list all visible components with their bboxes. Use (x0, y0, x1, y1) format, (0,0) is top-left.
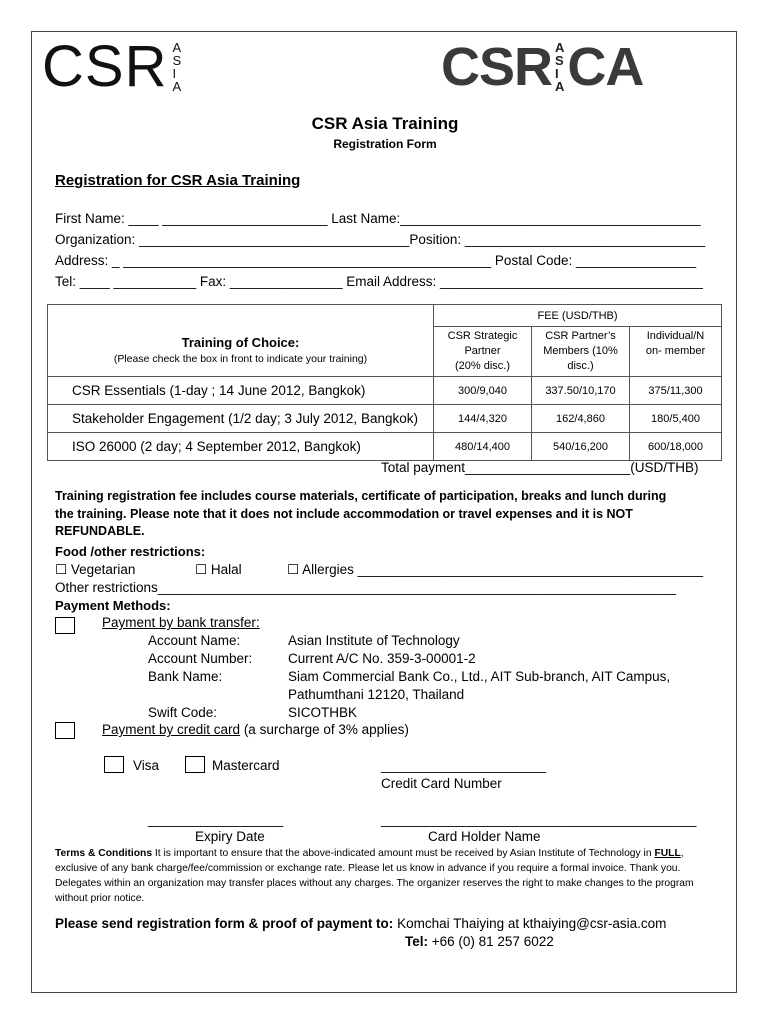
partner-member-header: CSR Partner’s Members (10% disc.) (532, 327, 630, 377)
training-name: CSR Essentials (1-day ; 14 June 2012, Bangkok) (48, 377, 434, 405)
credit-card-label: Payment by credit card (a surcharge of 3% applies) (102, 722, 409, 737)
food-heading: Food /other restrictions: (55, 544, 206, 559)
organization-fields[interactable]: Organization: ____________________________________Position: ________________________________ (55, 232, 706, 247)
logo-right-suffix: CA (567, 37, 644, 97)
fee-individual: 375/11,300 (630, 377, 722, 405)
bank-transfer-checkbox[interactable] (55, 617, 75, 634)
fee-header: FEE (USD/THB) (434, 305, 722, 327)
checkbox-icon[interactable]: ☐ (55, 562, 68, 577)
account-number-label: Account Number: (148, 651, 253, 666)
csr-asia-logo-left (42, 34, 182, 99)
card-number-input[interactable]: ______________________ (381, 758, 547, 773)
allergies-option[interactable]: ☐ Allergies ______________________________________________ (287, 562, 704, 577)
training-header: Training of Choice: (181, 334, 300, 350)
bank-address: Pathumthani 12120, Thailand (288, 687, 465, 702)
fee-members: 337.50/10,170 (532, 377, 630, 405)
form-subtitle: Registration Form (333, 137, 437, 151)
strategic-partner-header: CSR Strategic Partner (20% disc.) (434, 327, 532, 377)
account-number: Current A/C No. 359-3-00001-2 (288, 651, 476, 666)
checkbox-icon[interactable]: ☐ (287, 562, 300, 577)
swift-label: Swift Code: (148, 705, 218, 720)
expiry-input[interactable]: __________________ (148, 812, 284, 827)
training-note: (Please check the box in front to indicate your training) (113, 352, 368, 365)
fee-notice: Training registration fee includes course materials, certificate of participation, breaks and lunch during the training. Please note that it does not include accommodation or travel expenses and it is NOT REFUNDABLE. (55, 489, 667, 538)
csr-asia-logo-right (441, 38, 643, 96)
other-restrictions[interactable]: Other restrictions_____________________________________________________________________ (55, 580, 676, 595)
mastercard-checkbox[interactable] (185, 756, 205, 773)
mastercard-label: Mastercard (212, 758, 280, 773)
table-row[interactable] (48, 405, 722, 433)
address-fields[interactable]: Address: _ _________________________________________________ Postal Code: ________________ (55, 253, 697, 268)
training-name: ISO 26000 (2 day; 4 September 2012, Bangkok) (48, 433, 434, 461)
payment-heading: Payment Methods: (55, 598, 171, 613)
training-header-cell (48, 305, 434, 377)
fee-strategic: 480/14,400 (434, 433, 532, 461)
swift-code: SICOTHBK (288, 705, 358, 720)
bank-transfer-label: Payment by bank transfer: (102, 615, 260, 630)
logo-right-main: CSR (441, 37, 553, 97)
card-holder-input[interactable]: __________________________________________ (381, 812, 697, 827)
fee-members: 540/16,200 (532, 433, 630, 461)
vegetarian-option[interactable]: ☐ Vegetarian (55, 562, 136, 577)
table-row[interactable] (48, 433, 722, 461)
fee-individual: 180/5,400 (630, 405, 722, 433)
checkbox-icon[interactable]: ☐ (195, 562, 208, 577)
form-title: CSR Asia Training (311, 114, 459, 133)
total-payment[interactable]: Total payment______________________(USD/THB) (381, 460, 699, 475)
fee-individual: 600/18,000 (630, 433, 722, 461)
expiry-label: Expiry Date (195, 829, 265, 844)
visa-label: Visa (133, 758, 160, 773)
section-title: Registration for CSR Asia Training (55, 172, 301, 189)
halal-option[interactable]: ☐ Halal (195, 562, 242, 577)
contact-phone: Tel: +66 (0) 81 257 6022 (405, 934, 554, 949)
fee-strategic: 144/4,320 (434, 405, 532, 433)
contact-fields[interactable]: Tel: ____ ___________ Fax: _______________ Email Address: ___________________________________ (55, 274, 703, 289)
table-row[interactable] (48, 377, 722, 405)
bank-name-label: Bank Name: (148, 669, 223, 684)
logo-right-vertical: A S I A (555, 40, 565, 94)
card-number-label: Credit Card Number (381, 776, 502, 791)
terms-and-conditions: Terms & Conditions It is important to ensure that the above-indicated amount must be received by Asian Institute of Technology in FULL, exclusive of any bank charge/fee/commission or exchange rate. Please let us know in advance if you require a formal invoice. Thank you. Delegates within an organization may transfer places without any charges. The organizer reserves the right to make changes to the program without prior notice. (55, 848, 694, 904)
individual-header: Individual/N on- member (630, 327, 722, 377)
training-name: Stakeholder Engagement (1/2 day; 3 July 2012, Bangkok) (48, 405, 434, 433)
fee-strategic: 300/9,040 (434, 377, 532, 405)
account-name-label: Account Name: (148, 633, 241, 648)
account-name: Asian Institute of Technology (288, 633, 460, 648)
bank-name: Siam Commercial Bank Co., Ltd., AIT Sub-branch, AIT Campus, (288, 669, 671, 684)
fee-members: 162/4,860 (532, 405, 630, 433)
visa-checkbox[interactable] (104, 756, 124, 773)
card-holder-label: Card Holder Name (428, 829, 541, 844)
credit-card-checkbox[interactable] (55, 722, 75, 739)
fee-table (47, 304, 722, 461)
send-instructions: Please send registration form & proof of payment to: Komchai Thaiying at kthaiying@csr-asia.com (55, 916, 667, 931)
logo-left-vertical: A S I A (172, 40, 182, 94)
logo-left-main: CSR (42, 34, 168, 99)
name-fields[interactable]: First Name: ____ ______________________ Last Name:________________________________________ (55, 211, 701, 226)
